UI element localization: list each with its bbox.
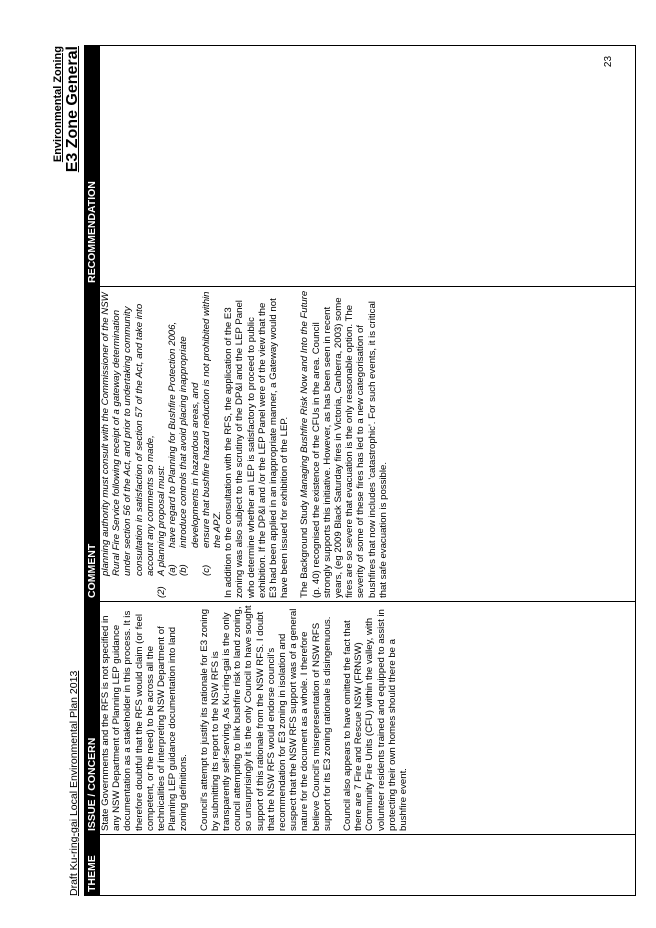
sublist-text: ensure that bushfire hazard reduction is not prohibited within the APZ. [200, 291, 224, 548]
issue-cell [100, 602, 636, 835]
comment-paragraph: In addition to the consultation with the RFS, the application of the E3 zoning was also subject to the scrutiny of the DP&I and the LEP Panel who determine whether an LEP is satisfactory to proceed to public exhibition. If the DP&I and /or the LEP Panel were of the view that the E3 had been applied in an inappropriate manner, a Gateway would not have been issued for exhibition of the LEP. [223, 298, 291, 598]
list-number: (2) [156, 586, 168, 598]
comment-text: The Background Study [299, 497, 311, 598]
study-title: Managing Bushfire Risk Now and Into the Future [299, 290, 311, 498]
issue-paragraph: State Governments and the RFS is not specified in any NSW Department of Planning LEP guidance documentation as a stakeholder in this process. It is therefore doubtful that the RFS would claim (or feel competent, or the need) to be across all the technicalities of interpreting NSW Department of Planning LEP guidance documentation into land zoning definitions. [100, 610, 190, 831]
issue-paragraph: Council's attempt to justify its rationale for E3 zoning by submitting its report to the NSW RFS is transparently self-serving. As Ku-ring-gai is the only council attempting to link bushfire risk to land zoning, so unsurprisingly it is the only Council to have sought support of this rationale from the NSW RFS. I doubt that the NSW RFS would endorse council's recommendation for E3 zoning in isolation and suspect that the NSW RFS support was of a general nature for the document as a whole. I therefore believe Council's misrepresentation of NSW RFS support for its E3 zoning rationale is disingenuous. [198, 605, 333, 831]
section-label: Environmental Zoning [52, 46, 64, 163]
submissions-table [84, 45, 636, 896]
document-title: Draft Ku-ring-gai Local Environmental Plan 2013 [68, 670, 80, 896]
sublist-letter: (a) [167, 564, 179, 576]
sublist-letter: (b) [178, 564, 190, 576]
table-header-row [85, 46, 100, 896]
col-header-comment: COMMENT [85, 287, 100, 602]
rotated-page [38, 46, 636, 896]
sublist-text: introduce controls that avoid placing inappropriate developments in hazardous areas, and [178, 336, 201, 548]
issue-paragraph: Council also appears to have omitted the fact that there are 7 Fire and Rescue NSW (FRNSW) Community Fire Units (CFU) within the valley, with volunteer residents trained and equipped to assist in protecting their own homes should there be a bushfire event. [342, 609, 410, 831]
document-header [38, 46, 84, 896]
section-title: E3 Zone General [64, 46, 81, 173]
sublist-letter: (c) [200, 564, 212, 576]
page-number: 23 [603, 55, 615, 68]
comment-intro: planning authority must consult with the Commissioner of the NSW Rural Fire Service following receipt of a gateway determination under section 56 of the Act, and prior to undertaking community consultation in satisfaction of section 57 of the Act, and take into account any comments so made, [100, 292, 156, 576]
comment-paragraph [299, 290, 389, 598]
col-header-recommendation: RECOMMENDATION [85, 46, 100, 287]
col-header-issue: ISSUE / CONCERN [85, 602, 100, 835]
comment-text: (p. 40) recognised the existence of the CFUs in the area. Council strongly supports this initiative. However, as has been seen in recent years, (eg 2009 Black Saturday fires in Victoria, Canberra, 2003) some fires are so severe that evacuation is the only reasonable option. The severity of some of these fires has led to a new categorisation of bushfires that now includes 'catastrophic'. For such events, it is critical that safe evacuation is possible. [310, 297, 389, 598]
table-row [100, 46, 636, 896]
theme-cell [100, 835, 636, 896]
list-text: A planning proposal must: [156, 465, 168, 576]
comment-cell [100, 287, 636, 602]
comment-list [156, 290, 223, 598]
recommendation-cell [100, 46, 636, 287]
col-header-theme: THEME [85, 835, 100, 896]
sublist-text: have regard to Planning for Bushfire Protection 2006, [167, 321, 179, 548]
